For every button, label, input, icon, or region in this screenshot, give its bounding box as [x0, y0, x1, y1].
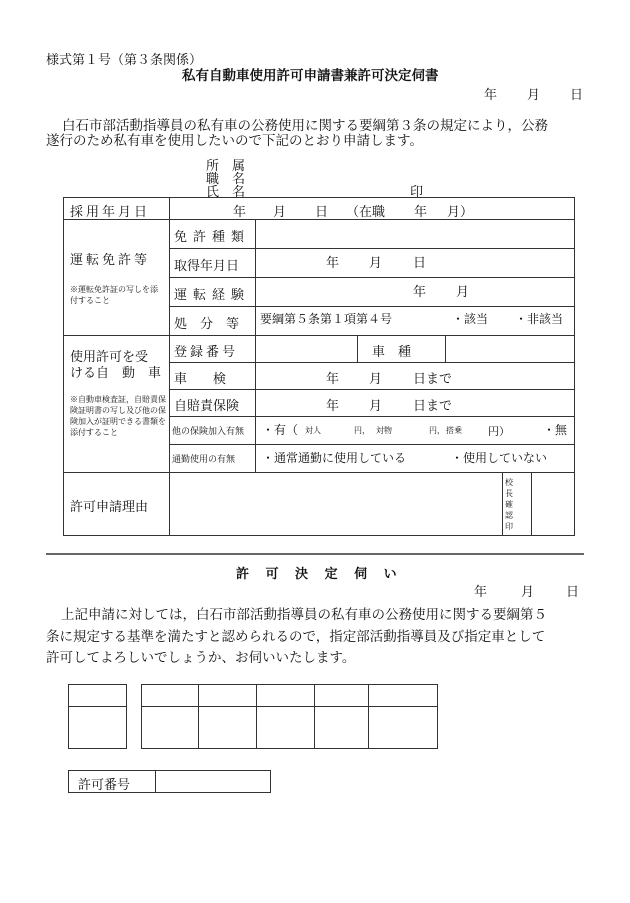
hire-date-label: 採用年月日	[70, 205, 151, 220]
decision-title: 許 可 決 定 伺 い	[236, 567, 403, 582]
reg-number-label: 登録番号	[174, 345, 239, 360]
decision-line3: 許可してよろしいでしょうか、お伺いいたします。	[46, 650, 356, 666]
car-type-label: 車 種	[372, 345, 412, 360]
not-applicable-option: ・非該当	[515, 312, 564, 326]
decision-line1: 上記申請に対しては，白石市部活動指導員の私有車の公務使用に関する要綱第５	[61, 607, 547, 623]
applicable-option: ・該当	[452, 312, 489, 326]
license-type-label: 免許種類	[174, 230, 251, 245]
approval-box-group	[141, 684, 438, 749]
permit-number-label: 許可番号	[78, 778, 131, 793]
applicant-affiliation: 所 属	[206, 159, 246, 174]
vehicle-note: ※自動車検査証，自賠責保険証明書の写し及び他の保険加入が証明できる書類を添付すること	[70, 395, 166, 437]
intro-line2: 遂行のため私有車を使用したいので下記のとおり申請します。	[46, 133, 423, 149]
date-year: 年	[484, 88, 498, 103]
other-insurance-label: 他の保険加入有無	[172, 427, 245, 437]
section-divider	[46, 553, 584, 555]
form-number: 様式第１号（第３条関係）	[46, 53, 203, 68]
license-group-label: 運転免許等	[70, 253, 151, 268]
insurance-no-option: ・無	[543, 423, 568, 437]
vehicle-group-label-1: 使用許可を受	[70, 350, 149, 365]
intro-line1: 白石市部活動指導員の私有車の公務使用に関する要綱第３条の規定により，公務	[62, 118, 548, 134]
vehicle-group-label-2: ける自 動 車	[70, 366, 162, 381]
commute-no-option: ・使用していない	[451, 451, 548, 465]
experience-label: 運転経験	[174, 288, 251, 303]
disposition-value: 要綱第５条第１項第４号	[260, 312, 393, 326]
inspection-label: 車 検	[174, 372, 227, 387]
commute-label: 通勤使用の有無	[172, 455, 236, 465]
license-note: ※運転免許証の写しを添付すること	[70, 285, 158, 305]
insurance-yes-option: ・有（	[262, 423, 299, 437]
applicant-name: 氏 名	[206, 185, 246, 200]
decision-line2: 条に規定する基準を満たすと認められるので，指定部活動指導員及び指定車として	[46, 629, 546, 645]
cali-label: 自賠責保険	[174, 399, 240, 414]
disposition-label: 処 分 等	[174, 317, 240, 332]
principal-check-label: 校長確認印	[505, 478, 513, 531]
page-title: 私有自動車使用許可申請書兼許可決定伺書	[182, 68, 439, 84]
reason-label: 許可申請理由	[70, 500, 149, 515]
approval-box-single	[68, 684, 127, 749]
seal-mark: 印	[410, 185, 424, 200]
applicant-position: 職 名	[206, 172, 246, 187]
commute-yes-option: ・通常通勤に使用している	[262, 451, 407, 465]
date-month: 月	[527, 88, 541, 103]
acquired-date-label: 取得年月日	[174, 259, 240, 274]
date-day: 日	[570, 88, 584, 103]
